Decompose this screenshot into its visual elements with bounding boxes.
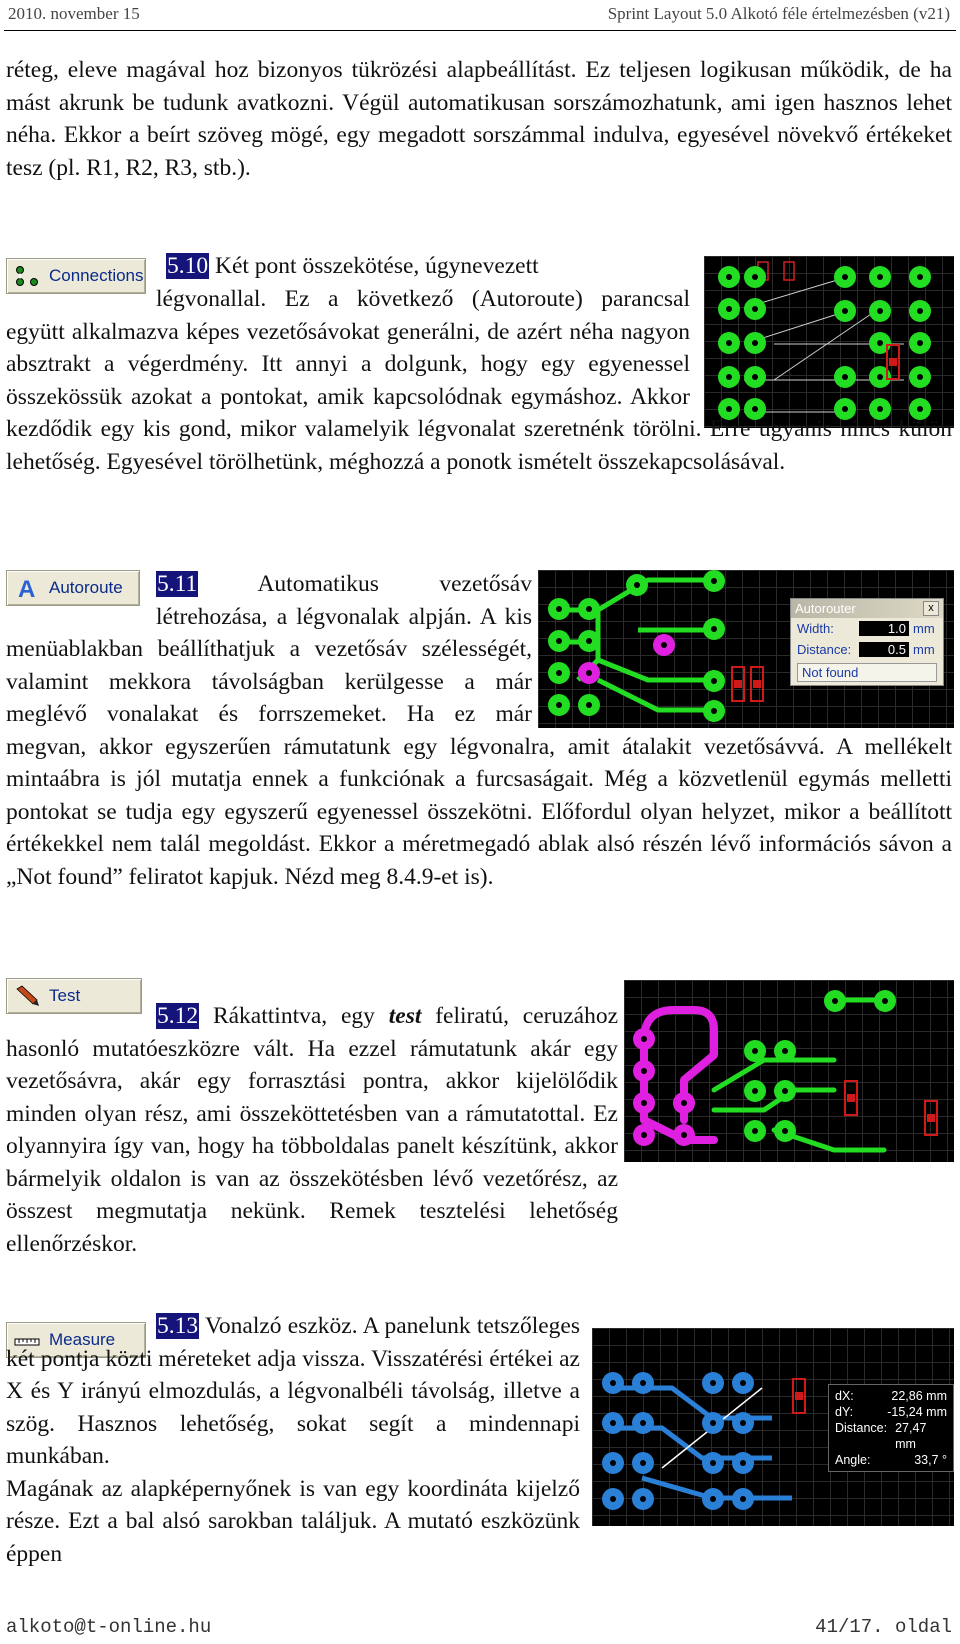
distance-value: 27,47 mm [895, 1421, 927, 1451]
intro-paragraph [6, 54, 952, 184]
status-bar: Not found [797, 663, 937, 682]
distance-label: Distance: [797, 642, 852, 657]
dx-value: 22,86 mm [891, 1389, 947, 1403]
section-number: 5.13 [157, 1313, 199, 1339]
header-title: Sprint Layout 5.0 Alkotó féle értelmezésben (v21) [607, 4, 950, 23]
test-button-label: Test [49, 986, 81, 1005]
section-title: Automatikus vezetősáv létrehozása, a légvonalak alpján. [156, 571, 532, 630]
section-title: Vonalzó eszköz. [204, 1313, 363, 1339]
section-5-10-text [6, 283, 952, 478]
section-title-cont: légvonallal. [156, 286, 285, 312]
section-5-13-body [6, 1310, 952, 1570]
footer-email: alkoto@t-online.hu [6, 1616, 212, 1638]
float-spacer [618, 1000, 952, 1200]
connections-button-label: Connections [49, 266, 144, 285]
section-title: Két pont összekötése, úgynevezett [215, 253, 539, 279]
section-body: Ez a következő (Autoroute) parancsal együtt alkalmazva képes vezetősávokat generálni, de azért néha nagyon absztrakt a végerdmény. Itt annyi a dolgunk, hogy egy egyenessel összekössük azokat a pontokat, amik kapcsolódnak egymáshoz. Akkor kezdődik egy kis gond, mikor valamelyik légvonalat szeretnénk törölni. Erre ugyanis nincs külön lehetőség. Egyesével törölhetünk, méghozzá a ponotk ismételt összekapcsolásával. [6, 286, 952, 475]
section-title: feliratú, [421, 1003, 523, 1029]
dy-label: dY: [835, 1405, 854, 1419]
dx-label: dX: [835, 1389, 854, 1403]
float-spacer [6, 568, 156, 602]
section-5-11-body [6, 568, 952, 893]
section-5-10-lead [6, 250, 686, 283]
close-icon[interactable]: x [923, 601, 939, 616]
section-5-11-text [6, 568, 952, 893]
section-number: 5.11 [157, 571, 198, 597]
test-keyword: test [388, 1003, 422, 1029]
float-spacer [532, 568, 952, 730]
autoroute-button-label: Autoroute [49, 578, 123, 597]
width-unit: mm [913, 621, 935, 636]
section-title: Rákattintva, egy [212, 1003, 389, 1029]
section-5-12-body [6, 1000, 952, 1260]
section-5-10 [6, 250, 952, 283]
section-5-12-text [6, 1000, 952, 1260]
section-5-13-text [6, 1310, 952, 1570]
section-5-10-body [6, 283, 952, 478]
dy-value: -15,24 mm [887, 1405, 947, 1419]
section-body-2: Magának az alapképernyőnek is van egy koordináta kijelző része. Ezt a bal alsó sarokban találjuk. A mutató eszközünk éppen [6, 1475, 580, 1567]
width-field[interactable]: 1.0 [859, 621, 909, 636]
footer-page-number: 41/17. oldal [815, 1616, 952, 1638]
angle-value: 33,7 ° [914, 1453, 947, 1467]
section-body: ceruzához hasonló mutatóeszközre vált. Ha ezzel rámutatunk akár egy vezetősávra, akár egy forrasztási pontra, akkor kijelölődik minden olyan rész, ami összeköttetésben van a rámutatottal. Ez olyannyira így van, hogy ha többoldalas panelt készítünk, akkor bármelyik oldalon is van az összekötésben lévő vezetőrész, az összest megmutatja nekünk. Remek tesztelési lehetőség ellenőrzéskor. [6, 1003, 618, 1257]
angle-label: Angle: [835, 1453, 871, 1467]
distance-label: Distance: [835, 1421, 888, 1435]
width-label: Width: [797, 621, 834, 636]
measure-button-label: Measure [49, 1330, 116, 1349]
float-spacer [6, 1000, 156, 1032]
distance-unit: mm [913, 642, 935, 657]
section-number: 5.12 [157, 1003, 199, 1029]
section-body: A kis menüablakban beállíthatjuk a vezetősáv szélességét, valamint mekkora távolságban kerülgesse a már meglévő vonalakat és forrszemeket. Ha ez már megvan, akkor egyszerűen rámutatunk egy légvonalra, amit átalakit vezetősávvá. A mellékelt mintaábra is jól mutatja ennek a funkciónak a furcsaságait. Még a közvetlenül egymás melletti pontokat se tudja egy egyszerű egyenessel összekötni. Előfordul olyan helyzet, mikor a beállított értékekkel nem talál megoldást. Ekkor a méretmegadó ablak alsó részén lévő információs sávon a „Not found” feliratot kapjuk. Nézd meg 8.4.9-et is). [6, 603, 952, 890]
header-date: 2010. november 15 [8, 4, 140, 23]
section-number: 5.10 [167, 253, 209, 279]
autorouter-dialog-title: Autorouter [795, 601, 856, 616]
distance-field[interactable]: 0.5 [859, 642, 909, 657]
header-divider [4, 30, 956, 31]
section-body: A panelunk tetszőleges két pontja közti méreteket adja vissza. Visszatérési értékei az X és Y irányú elmozdulás, a légvonalbéli távolság, illetve a szög. Hasznos lehetőség, sokat segít a mindennapi munkában. [6, 1313, 580, 1469]
svg-text:A: A [18, 576, 36, 601]
intro-text: réteg, eleve magával hoz bizonyos tükrözési alapbeállítást. Ez teljesen logikusan működik, de ha mást akrunk be tudunk avatkozni. Végül automatikusan sorszámozhatunk, ami igen hasznos lehet néha. Ekkor a beírt szöveg mögé, egy megadott sorszámmal indulva, egyesével növekvő értékeket tesz (pl. R1, R2, R3, stb.). [6, 57, 952, 181]
